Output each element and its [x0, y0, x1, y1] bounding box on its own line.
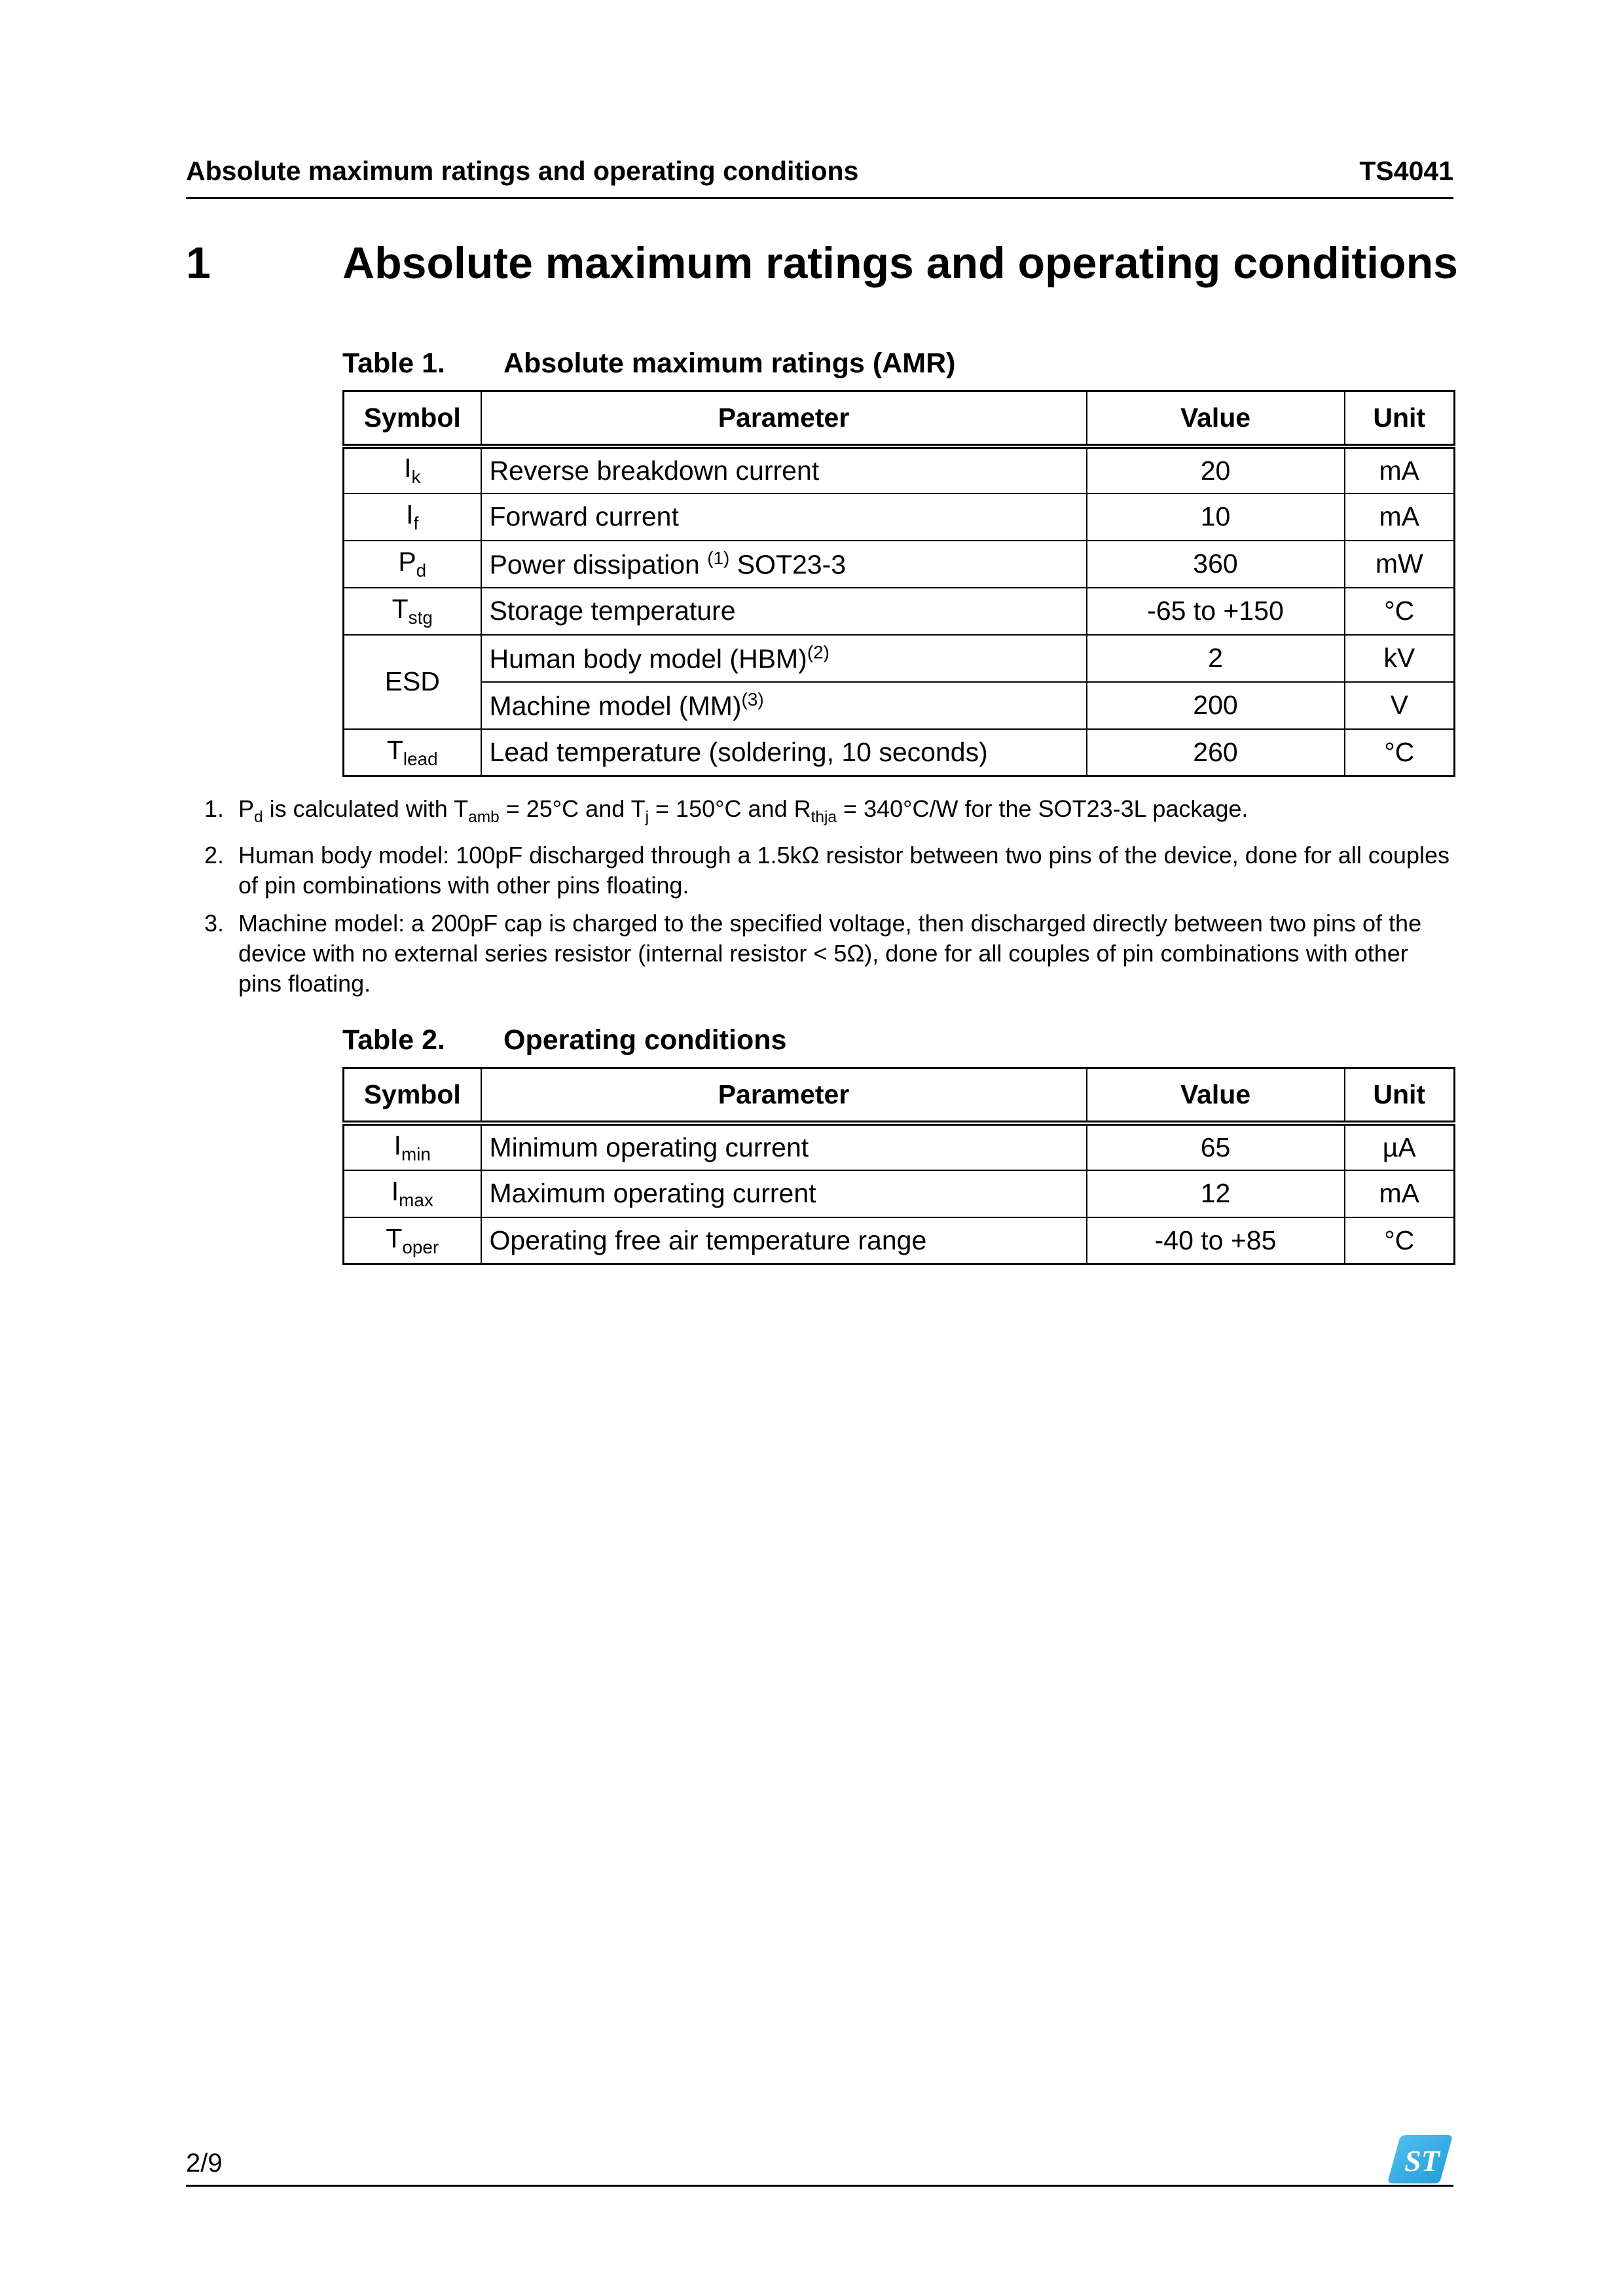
unit-cell: µA [1345, 1123, 1455, 1170]
footnote-3 [204, 908, 1453, 999]
parameter-cell: Human body model (HBM)$^{(2)}$ [481, 635, 1087, 682]
table1-caption-title: Absolute maximum ratings (AMR) [503, 348, 956, 379]
col-header-parameter: Parameter [481, 1068, 1087, 1123]
col-header-unit: Unit [1345, 391, 1455, 446]
footnote-2 [204, 840, 1453, 901]
table-row [344, 635, 1455, 682]
footnote-text: Machine model: a 200pF cap is charged to the specified voltage, then discharged directly between two pins of the device with no external series resistor (internal resistor < 5Ω), done for all couples of pin combinations with other pins floating. [238, 910, 1422, 997]
unit-cell: mA [1345, 446, 1455, 493]
col-header-parameter: Parameter [481, 391, 1087, 446]
section-number: 1 [186, 238, 211, 288]
table2-caption [342, 1024, 1453, 1056]
parameter-cell: Lead temperature (soldering, 10 seconds) [481, 729, 1087, 776]
table1-caption-label: Table 1. [342, 348, 445, 379]
parameter-cell: Forward current [481, 493, 1087, 541]
section-title: Absolute maximum ratings and operating conditions [342, 238, 1458, 288]
unit-cell: V [1345, 682, 1455, 729]
table-row [344, 682, 1455, 729]
symbol-cell: $T_{stg}$ [344, 588, 481, 635]
header-section-title: Absolute maximum ratings and operating conditions [186, 156, 859, 186]
table-row [344, 1170, 1455, 1217]
value-cell: -65 to +150 [1087, 588, 1345, 635]
col-header-symbol: Symbol [344, 1068, 481, 1123]
col-header-value: Value [1087, 1068, 1345, 1123]
footnote-1 [204, 794, 1453, 833]
col-header-symbol: Symbol [344, 391, 481, 446]
unit-cell: kV [1345, 635, 1455, 682]
symbol-cell: $T_{lead}$ [344, 729, 481, 776]
table-row [344, 1123, 1455, 1170]
header-part-number: TS4041 [1359, 156, 1453, 186]
table-row [344, 446, 1455, 493]
operating-conditions-table [342, 1067, 1455, 1265]
table-row [344, 1217, 1455, 1265]
table2-caption-title: Operating conditions [503, 1024, 787, 1056]
symbol-cell: $I_k$ [344, 446, 481, 493]
value-cell: 10 [1087, 493, 1345, 541]
value-cell: 65 [1087, 1123, 1345, 1170]
symbol-cell: $P_d$ [344, 541, 481, 588]
table1-caption [342, 347, 1453, 380]
page-number: 2/9 [186, 2149, 223, 2178]
value-cell: -40 to +85 [1087, 1217, 1345, 1265]
page-header [186, 156, 1453, 199]
parameter-cell: Machine model (MM)$^{(3)}$ [481, 682, 1087, 729]
footnote-number: 2. [204, 842, 225, 869]
table-row [344, 588, 1455, 635]
table-header-row [344, 1068, 1455, 1123]
value-cell: 260 [1087, 729, 1345, 776]
symbol-cell-esd: ESD [344, 635, 481, 729]
value-cell: 200 [1087, 682, 1345, 729]
footnote-text: $P_d$ is calculated with $T_{amb} = 25^\circ C$ and $T_j = 150^\circ C$ and $R_{thja} = 340^\circ C/W$ for the SOT23-3L package. [238, 795, 1249, 827]
value-cell: 12 [1087, 1170, 1345, 1217]
unit-cell: °C [1345, 1217, 1455, 1265]
table-row [344, 729, 1455, 776]
value-cell: 360 [1087, 541, 1345, 588]
symbol-cell: $T_{oper}$ [344, 1217, 481, 1265]
footnotes [204, 794, 1453, 999]
unit-cell: mW [1345, 541, 1455, 588]
symbol-cell: $I_f$ [344, 493, 481, 541]
st-logo-icon [1387, 2134, 1453, 2185]
section-heading [186, 237, 1458, 289]
col-header-value: Value [1087, 391, 1345, 446]
table-row [344, 493, 1455, 541]
parameter-cell: Maximum operating current [481, 1170, 1087, 1217]
table-header-row [344, 391, 1455, 446]
parameter-cell: Operating free air temperature range [481, 1217, 1087, 1265]
parameter-cell: Reverse breakdown current [481, 446, 1087, 493]
page-footer [186, 2124, 1453, 2187]
parameter-cell: Storage temperature [481, 588, 1087, 635]
footnote-number: 3. [204, 910, 225, 937]
col-header-unit: Unit [1345, 1068, 1455, 1123]
table2-caption-label: Table 2. [342, 1024, 445, 1056]
footnote-text: Human body model: 100pF discharged through a 1.5kΩ resistor between two pins of the device, done for all couples of pin combinations with other pins floating. [238, 842, 1450, 899]
unit-cell: °C [1345, 729, 1455, 776]
unit-cell: mA [1345, 493, 1455, 541]
footnote-number: 1. [204, 795, 225, 822]
symbol-cell: $I_{min}$ [344, 1123, 481, 1170]
value-cell: 2 [1087, 635, 1345, 682]
svg-text:ST: ST [1404, 2144, 1440, 2178]
amr-table [342, 390, 1455, 777]
st-logo [1387, 2134, 1453, 2185]
value-cell: 20 [1087, 446, 1345, 493]
symbol-cell: $I_{max}$ [344, 1170, 481, 1217]
parameter-cell: Power dissipation $^{(1)}$ SOT23-3 [481, 541, 1087, 588]
table-row [344, 541, 1455, 588]
unit-cell: °C [1345, 588, 1455, 635]
unit-cell: mA [1345, 1170, 1455, 1217]
parameter-cell: Minimum operating current [481, 1123, 1087, 1170]
